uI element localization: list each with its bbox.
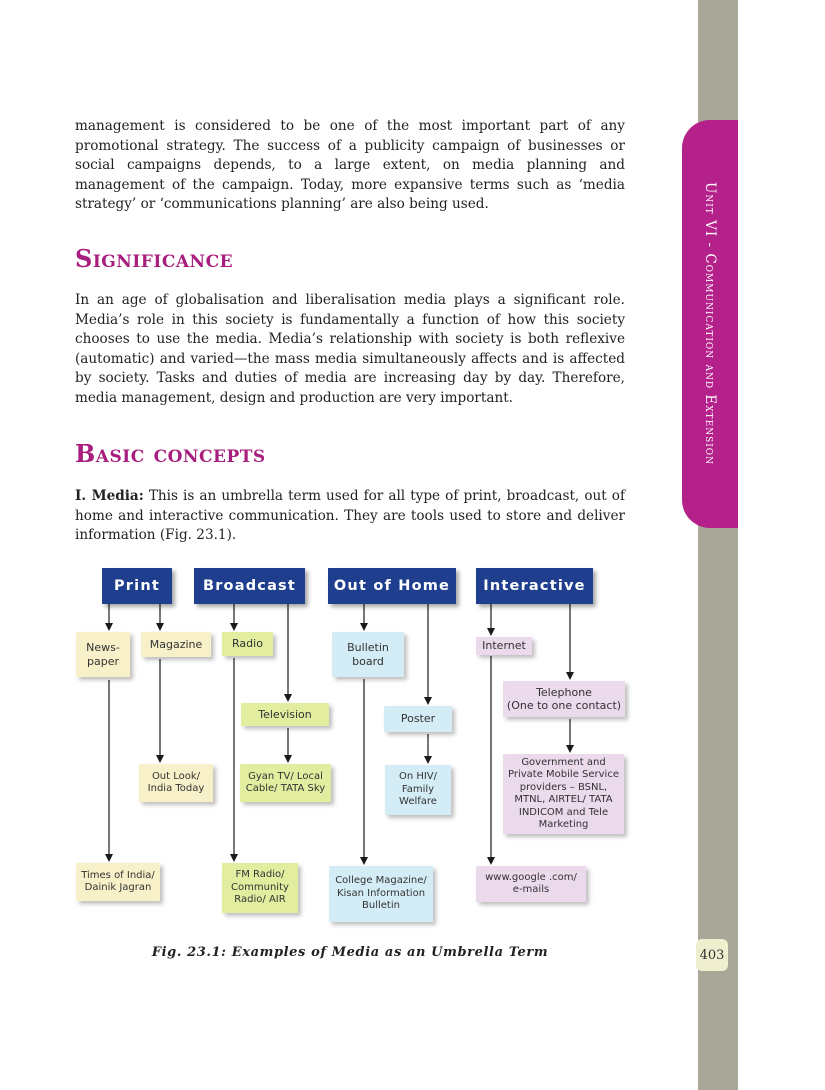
box-college-magazine: College Magazine/ Kisan Information Bulletin: [329, 866, 433, 922]
significance-paragraph: In an age of globalisation and liberalisation media plays a significant role. Media’s role in this society is fundamentally a function of how this society chooses to use the media. Media’s relationship with society is both reflexive (automatic) and varied—the mass media simultaneously affects and is affected by society. Tasks and duties of media are increasing day by day. Therefore, media management, design and production are very important.: [75, 292, 625, 406]
box-gyan: Gyan TV/ Local Cable/ TATA Sky: [240, 764, 331, 802]
figure-caption: Fig. 23.1: Examples of Media as an Umbrella Term: [151, 945, 549, 960]
box-television: Television: [241, 703, 329, 726]
basic-concepts-heading: Basic concepts: [75, 439, 266, 468]
box-poster: Poster: [384, 706, 452, 732]
header-broadcast: Broadcast: [194, 568, 305, 604]
box-internet: Internet: [476, 637, 532, 655]
page-number: 403: [696, 939, 728, 971]
box-telephone: Telephone (One to one contact): [503, 681, 625, 717]
media-lead: I. Media:: [75, 488, 144, 504]
box-magazine: Magazine: [141, 632, 211, 657]
media-text: This is an umbrella term used for all type of print, broadcast, out of home and interactive communication. They are tools used to store and deliver information (Fig. 23.1).: [75, 488, 625, 543]
box-hiv: On HIV/ Family Welfare: [385, 765, 451, 815]
significance-heading: Significance: [75, 244, 234, 273]
box-times: Times of India/ Dainik Jagran: [76, 863, 160, 901]
header-interactive: Interactive: [476, 568, 593, 604]
intro-paragraph: management is considered to be one of the most important part of any promotional strategy. The success of a publicity campaign of businesses or social campaigns depends, to a large extent, on media planning and management of the campaign. Today, more expansive terms such as ‘media strategy’ or ‘communications planning’ are also being used.: [75, 118, 625, 212]
header-out-of-home: Out of Home: [328, 568, 456, 604]
box-fm-radio: FM Radio/ Community Radio/ AIR: [222, 863, 298, 913]
box-google: www.google .com/ e-mails: [476, 866, 586, 902]
box-bulletin: Bulletin board: [332, 632, 404, 677]
media-paragraph: [75, 487, 625, 546]
header-print: Print: [102, 568, 172, 604]
box-government: Government and Private Mobile Service providers – BSNL, MTNL, AIRTEL/ TATA INDICOM and Tele Marketing: [503, 754, 624, 834]
unit-label-container: [682, 120, 738, 528]
box-radio: Radio: [222, 632, 273, 656]
box-outlook: Out Look/ India Today: [139, 764, 213, 802]
unit-label: Unit VI - Communication and Extension: [702, 182, 718, 466]
box-newspaper: News- paper: [76, 632, 130, 677]
